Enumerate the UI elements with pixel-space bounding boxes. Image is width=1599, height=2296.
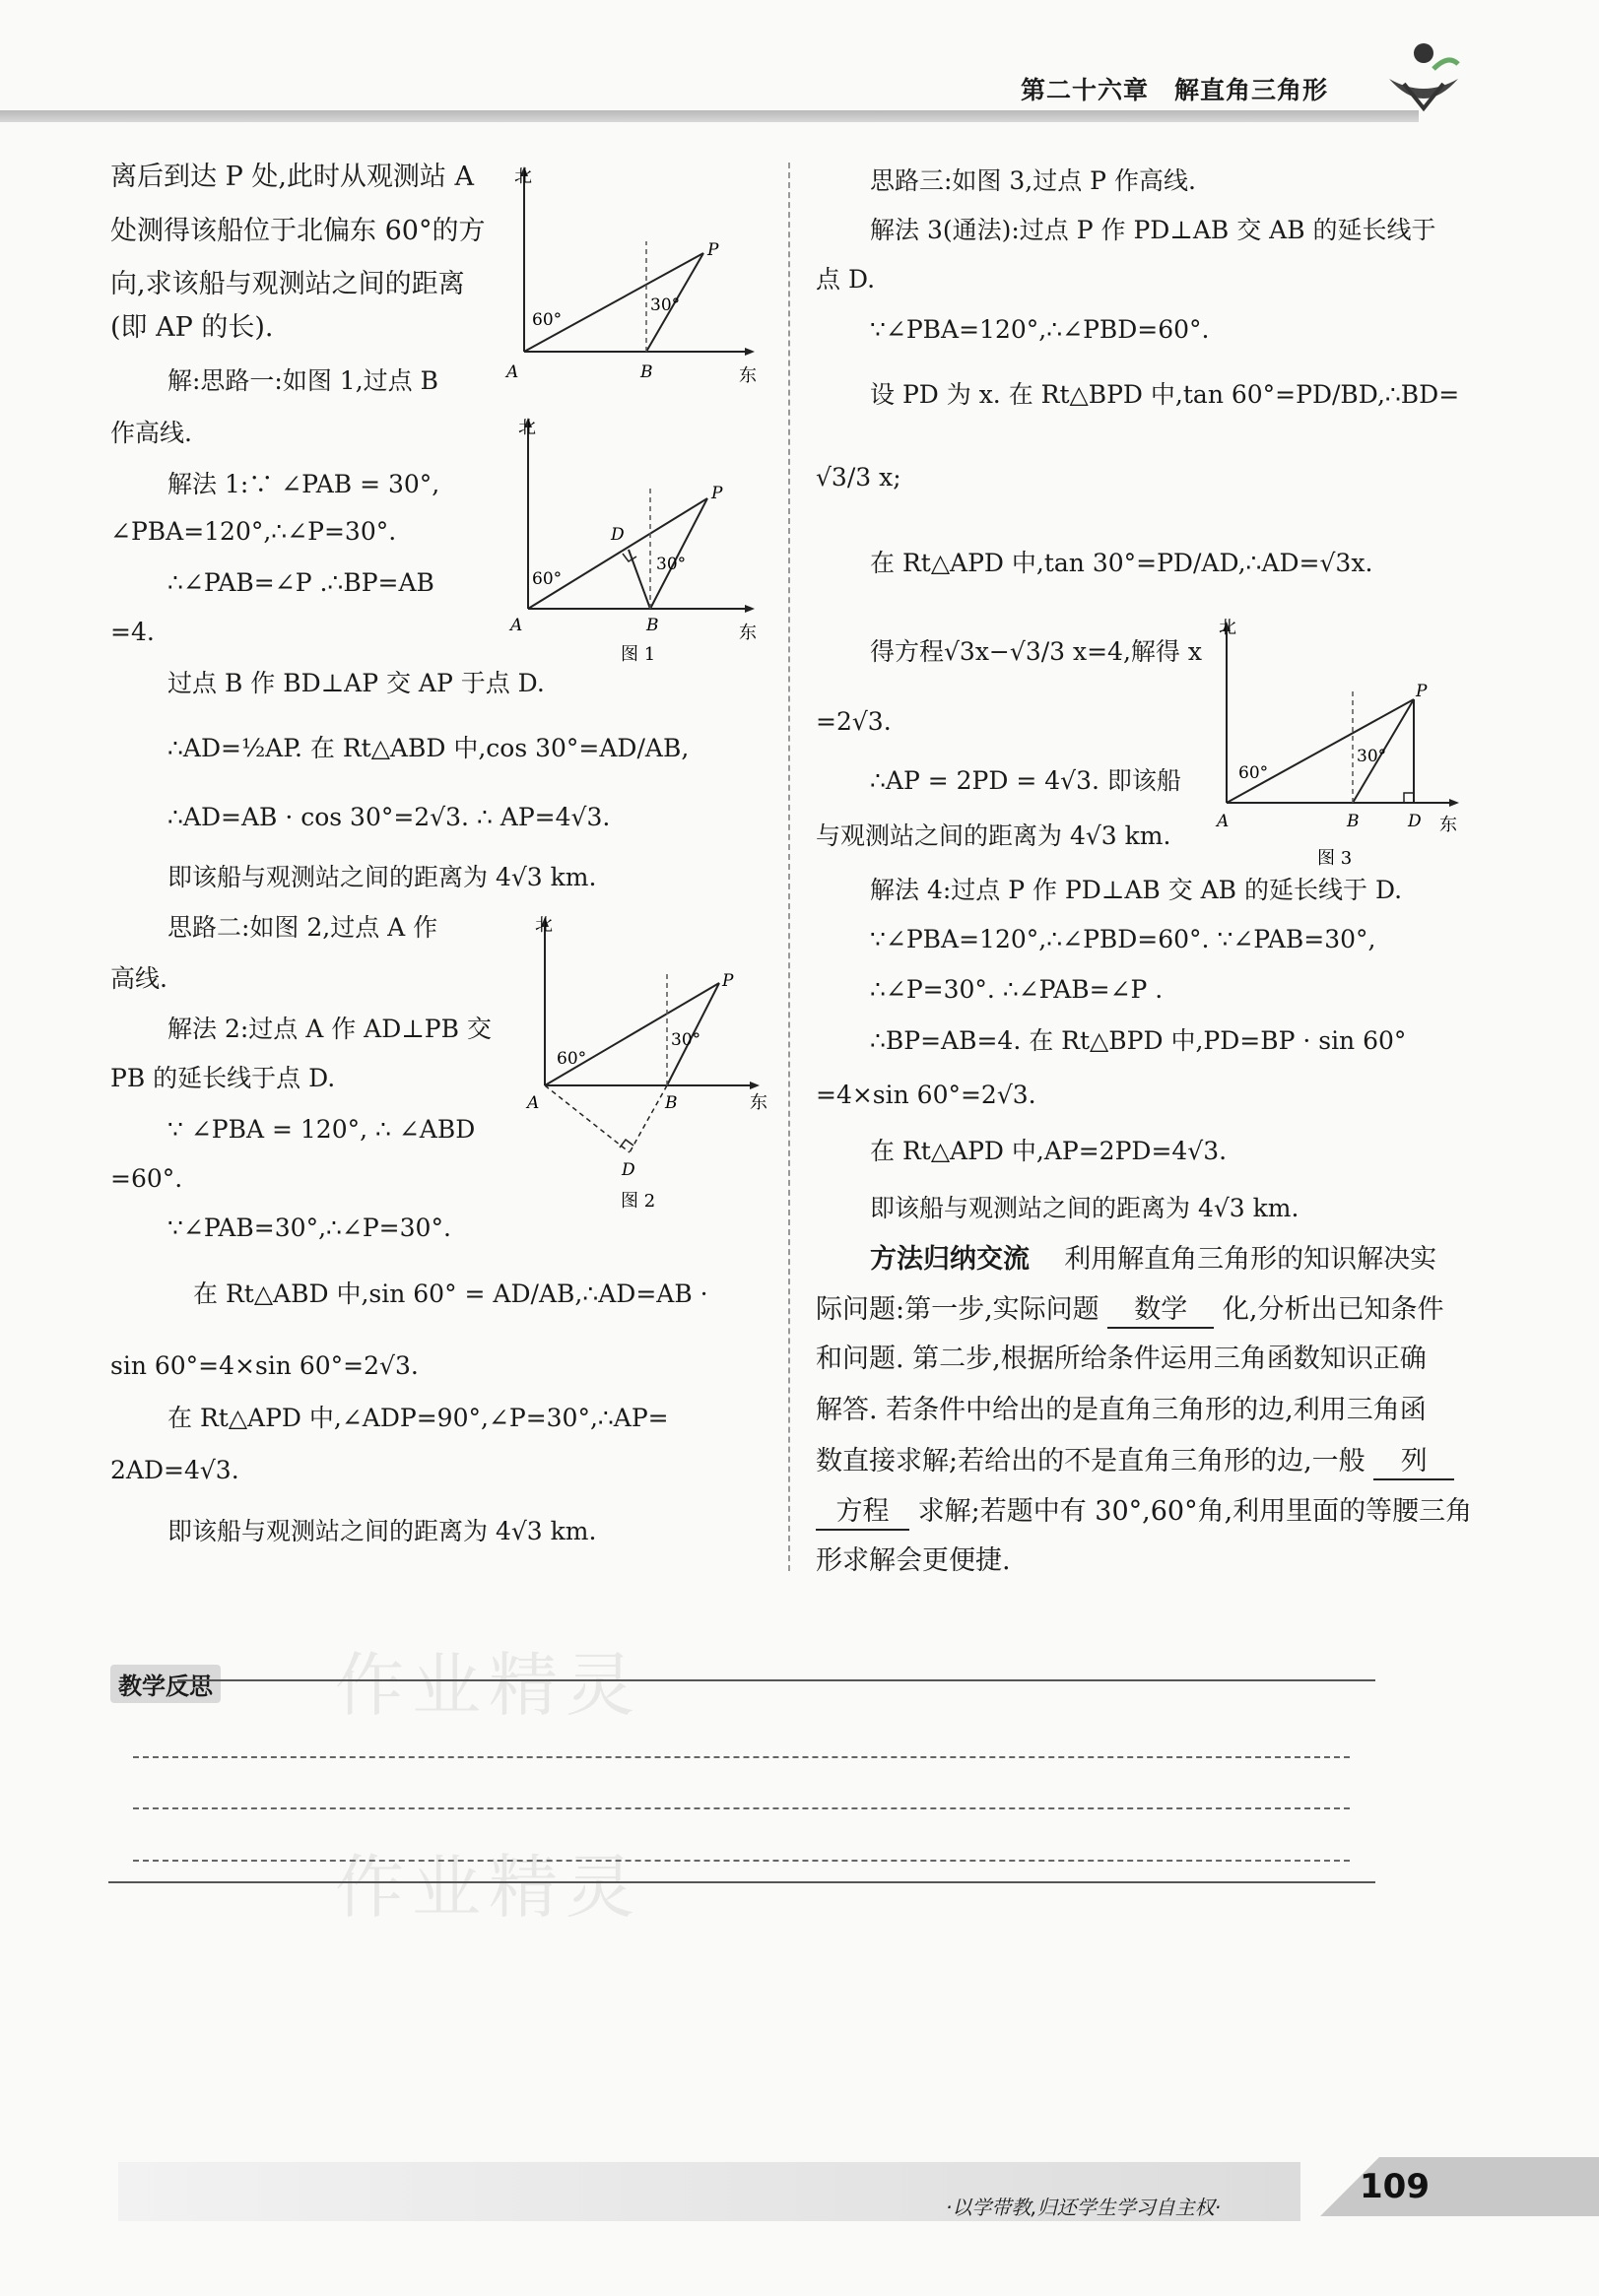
- figure-caption: 图 2: [621, 1191, 656, 1212]
- east-label: 东: [739, 365, 757, 386]
- method-line: 点 D.: [816, 265, 876, 294]
- point-label: D: [611, 525, 625, 545]
- answer-blank: 方程: [816, 1495, 909, 1531]
- header-bar: [0, 110, 1419, 122]
- method-line: 2AD=4√3.: [110, 1456, 239, 1484]
- approach-line: 解:思路一:如图 1,过点 B: [167, 366, 438, 395]
- summary-text: 际问题:第一步,实际问题: [816, 1294, 1099, 1325]
- angle-label: 60°: [1238, 763, 1269, 783]
- method-line: 即该船与观测站之间的距离为 4√3 km.: [870, 1194, 1299, 1222]
- method-line: √3/3 x;: [816, 463, 901, 492]
- method-line: 在 Rt△APD 中,AP=2PD=4√3.: [870, 1137, 1228, 1165]
- method-line: ∴∠P=30°. ∴∠PAB=∠P .: [870, 975, 1164, 1004]
- book-person-logo-icon: [1379, 39, 1468, 118]
- angle-label: 30°: [650, 295, 681, 315]
- method-line: ∵∠PBA=120°,∴∠PBD=60°. ∵∠PAB=30°,: [870, 925, 1376, 953]
- reflection-top-line: [177, 1679, 1375, 1681]
- method-line: ∴AD=½AP. 在 Rt△ABD 中,cos 30°=AD/AB,: [167, 734, 690, 762]
- angle-label: 60°: [532, 310, 563, 330]
- reflection-title: 教学反思: [110, 1665, 221, 1703]
- figure-3: [1207, 616, 1502, 877]
- method-line: 解法 4:过点 P 作 PD⊥AB 交 AB 的延长线于 D.: [870, 876, 1403, 904]
- angle-label: 60°: [532, 569, 563, 589]
- summary-text: 和问题. 第二步,根据所给条件运用三角函数知识正确: [816, 1344, 1427, 1374]
- summary-text: 化,分析出已知条件: [1222, 1294, 1444, 1325]
- angle-label: 60°: [557, 1049, 587, 1069]
- method-line: ∵∠PBA=120°,∴∠PBD=60°.: [870, 315, 1210, 344]
- method-line: 解法 2:过点 A 作 AD⊥PB 交: [167, 1015, 492, 1043]
- answer-blank: 列: [1373, 1445, 1454, 1480]
- point-label: B: [1347, 812, 1360, 831]
- figure-caption: 图 3: [1317, 848, 1353, 869]
- point-label: D: [1408, 812, 1422, 831]
- writing-line: [133, 1860, 1350, 1862]
- watermark: 作业精灵: [335, 1645, 642, 1726]
- point-label: A: [510, 616, 523, 635]
- point-label: A: [506, 362, 519, 382]
- problem-line: 处测得该船位于北偏东 60°的方: [110, 216, 486, 246]
- method-line: 即该船与观测站之间的距离为 4√3 km.: [167, 1517, 597, 1545]
- north-label: 北: [514, 166, 532, 187]
- watermark: 作业精灵: [335, 1847, 642, 1928]
- point-label: P: [707, 240, 719, 260]
- summary-text: 形求解会更便捷.: [816, 1545, 1011, 1576]
- reflection-bottom-line: [108, 1881, 1375, 1883]
- writing-line: [133, 1756, 1350, 1758]
- point-label: B: [665, 1093, 678, 1113]
- approach-line: 思路二:如图 2,过点 A 作: [167, 913, 438, 942]
- summary-text: 求解;若题中有 30°,60°角,利用里面的等腰三角: [917, 1496, 1473, 1527]
- north-label: 北: [1219, 618, 1236, 638]
- method-line: 设 PD 为 x. 在 Rt△BPD 中,tan 60°=PD/BD,∴BD=: [870, 380, 1460, 409]
- summary-text: 解答. 若条件中给出的是直角三角形的边,利用三角函: [816, 1395, 1427, 1425]
- figure-1: [502, 412, 768, 668]
- method-line: =4.: [110, 618, 155, 646]
- approach-line: 思路三:如图 3,过点 P 作高线.: [870, 166, 1196, 195]
- method-line: 在 Rt△ABD 中,sin 60° = AD/AB,∴AD=AB ·: [193, 1279, 708, 1308]
- problem-line: 离后到达 P 处,此时从观测站 A: [110, 162, 474, 192]
- footer-slogan: ·以学带教,归还学生学习自主权·: [946, 2196, 1222, 2219]
- angle-label: 30°: [1357, 747, 1387, 766]
- point-label: P: [1416, 682, 1428, 701]
- north-label: 北: [518, 418, 536, 438]
- method-line: sin 60°=4×sin 60°=2√3.: [110, 1351, 419, 1380]
- summary-text: 数直接求解;若给出的不是直角三角形的边,一般: [816, 1446, 1366, 1476]
- point-label: B: [640, 362, 653, 382]
- method-line: ∴∠PAB=∠P .∴BP=AB: [167, 568, 434, 597]
- angle-label: 30°: [671, 1030, 701, 1050]
- writing-line: [133, 1807, 1350, 1809]
- problem-figure: [502, 163, 768, 389]
- east-label: 东: [750, 1092, 767, 1113]
- figure-caption: 图 1: [621, 644, 656, 665]
- answer-blank: 数学: [1107, 1293, 1214, 1329]
- summary-text: 利用解直角三角形的知识解决实: [1064, 1244, 1437, 1275]
- point-label: A: [1217, 812, 1230, 831]
- method-line: 在 Rt△APD 中,tan 30°=PD/AD,∴AD=√3x.: [870, 549, 1373, 577]
- column-divider: [788, 163, 790, 1571]
- method-line: 过点 B 作 BD⊥AP 交 AP 于点 D.: [167, 669, 545, 697]
- method-line: 与观测站之间的距离为 4√3 km.: [816, 821, 1171, 850]
- angle-label: 30°: [656, 555, 687, 574]
- east-label: 东: [1439, 815, 1457, 835]
- method-line: =4×sin 60°=2√3.: [816, 1081, 1036, 1109]
- method-line: ∴BP=AB=4. 在 Rt△BPD 中,PD=BP · sin 60°: [870, 1026, 1407, 1055]
- point-label: D: [622, 1160, 635, 1180]
- method-line: ∠PBA=120°,∴∠P=30°.: [110, 517, 397, 546]
- method-line: ∴AD=AB · cos 30°=2√3. ∴ AP=4√3.: [167, 803, 611, 831]
- east-label: 东: [739, 623, 757, 643]
- method-line: PB 的延长线于点 D.: [110, 1064, 336, 1092]
- method-line: =2√3.: [816, 707, 892, 736]
- method-line: 解法 1:∵ ∠PAB = 30°,: [167, 470, 440, 498]
- method-line: 在 Rt△APD 中,∠ADP=90°,∠P=30°,∴AP=: [167, 1404, 669, 1432]
- figure-2: [517, 911, 783, 1221]
- problem-line: (即 AP 的长).: [110, 312, 274, 343]
- point-label: P: [711, 484, 723, 503]
- approach-line: 高线.: [110, 964, 167, 993]
- point-label: P: [722, 971, 734, 991]
- method-line: 即该船与观测站之间的距离为 4√3 km.: [167, 863, 597, 891]
- approach-line: 作高线.: [110, 419, 192, 447]
- chapter-title: 第二十六章 解直角三角形: [1021, 76, 1329, 104]
- method-line: 得方程√3x−√3/3 x=4,解得 x: [870, 637, 1202, 666]
- method-line: ∴AP = 2PD = 4√3. 即该船: [870, 766, 1181, 795]
- page-number: 109: [1360, 2167, 1430, 2206]
- method-line: ∵ ∠PBA = 120°, ∴ ∠ABD: [167, 1115, 476, 1144]
- summary-title: 方法归纳交流: [870, 1244, 1030, 1275]
- point-label: A: [527, 1093, 540, 1113]
- point-label: B: [646, 616, 659, 635]
- problem-line: 向,求该船与观测站之间的距离: [110, 269, 465, 299]
- north-label: 北: [535, 915, 553, 936]
- method-line: ∵∠PAB=30°,∴∠P=30°.: [167, 1214, 451, 1242]
- method-line: =60°.: [110, 1164, 183, 1193]
- method-line: 解法 3(通法):过点 P 作 PD⊥AB 交 AB 的延长线于: [870, 216, 1436, 244]
